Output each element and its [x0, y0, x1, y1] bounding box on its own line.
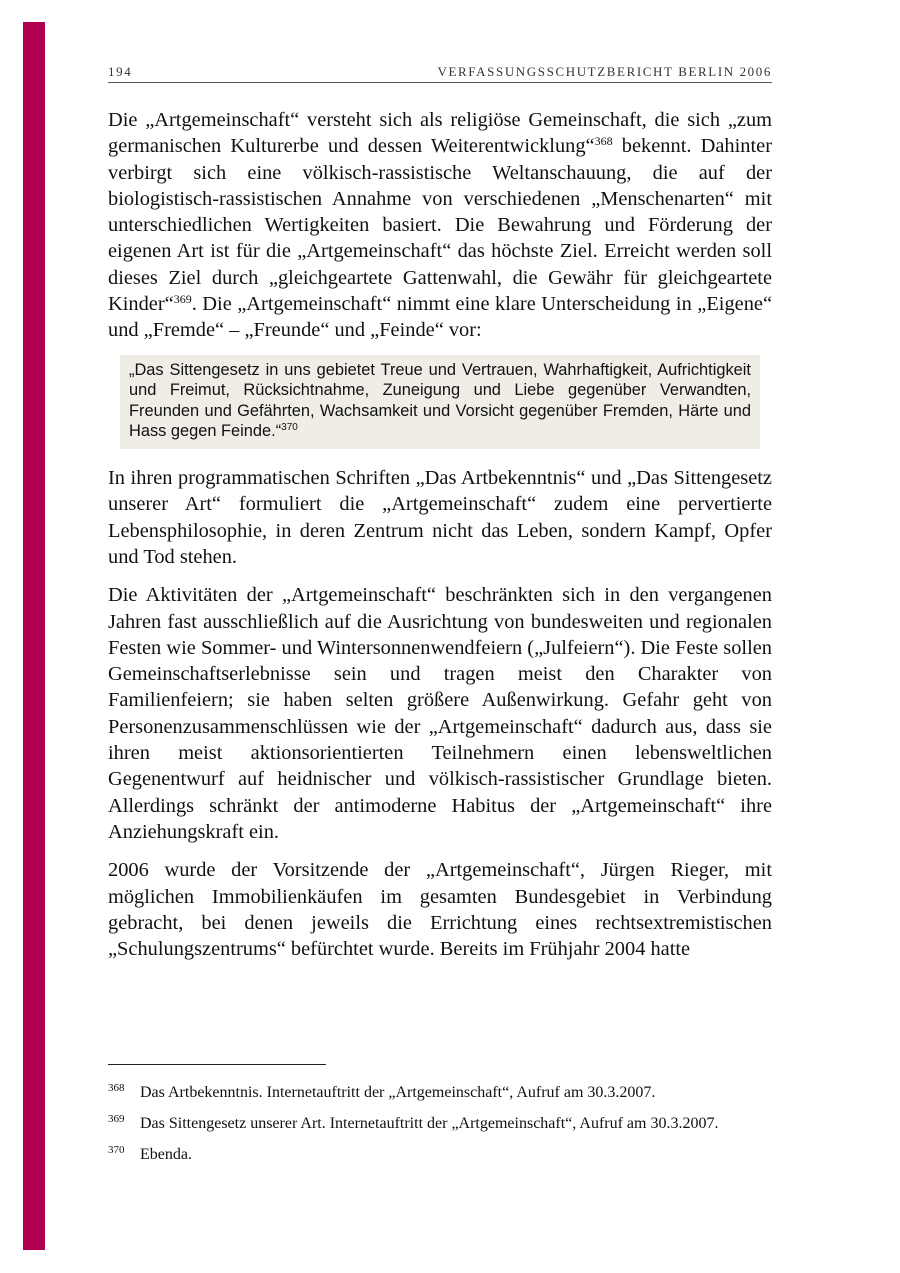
- quote-box: [120, 355, 760, 449]
- footnote-text: Das Artbekenntnis. Internetauftritt der „Artgemeinschaft“, Aufruf am 30.3.2007.: [140, 1084, 656, 1101]
- paragraph-3: Die Aktivitäten der „Artgemeinschaft“ beschränkten sich in den vergangenen Jahren fast ausschließlich auf die Ausrichtung von bundesweiten und regionalen Festen wie Sommer- und Wintersonnenwendfeiern („Julfeiern“). Die Feste sollen Gemeinschaftserlebnisse sein und tragen meist den Charakter von Familienfeiern; sie haben selten größere Außenwirkung. Gefahr geht von Personenzusammenschlüssen wie der „Artgemeinschaft“ dadurch aus, dass sie ihren meist aktionsorientierten Teilnehmern einen lebensweltlichen Gegenentwurf auf heidnischer und völkisch-rassistischer Grundlage bieten. Allerdings schränkt der antimoderne Habitus der „Artgemeinschaft“ ihre Anziehungskraft ein.: [108, 584, 772, 843]
- footnote-369: [108, 1113, 772, 1134]
- footnote-text: Das Sittengesetz unserer Art. Internetauftritt der „Artgemeinschaft“, Aufruf am 30.3.2007.: [140, 1115, 719, 1132]
- footnote-number: 368: [108, 1082, 125, 1094]
- footnote-number: 369: [108, 1113, 125, 1125]
- footnote-ref-368[interactable]: 368: [594, 134, 613, 149]
- page-header: [108, 62, 772, 83]
- sidebar-color-bar: [23, 22, 45, 1250]
- page-number: 194: [108, 64, 133, 79]
- paragraph-1-text-b: bekennt. Dahinter verbirgt sich eine völkisch-rassistische Weltanschauung, die auf der biologistisch-rassistischen Annahme von verschiedenen „Menschenarten“ mit unterschiedlichen Wertigkeiten basiert. Die Bewahrung und Förderung der eigenen Art ist für die „Artgemeinschaft“ das höchste Ziel. Erreicht werden soll dieses Ziel durch „gleichgeartete Gattenwahl, die Gewähr für gleichgeartete Kinder“: [108, 135, 772, 316]
- running-title: VERFASSUNGSSCHUTZBERICHT BERLIN 2006: [437, 64, 772, 79]
- paragraph-1-text-c: . Die „Artgemeinschaft“ nimmt eine klare Unterscheidung in „Eigene“ und „Fremde“ – „Freunde“ und „Feinde“ vor:: [108, 293, 772, 342]
- paragraph-1-text-a: Die „Artgemeinschaft“ versteht sich als religiöse Gemeinschaft, die sich „zum germanischen Kulturerbe und dessen Weiterentwicklung“: [108, 109, 772, 158]
- paragraph-4: 2006 wurde der Vorsitzende der „Artgemeinschaft“, Jürgen Rieger, mit möglichen Immobilienkäufen im gesamten Bundesgebiet in Verbindung gebracht, bei denen jeweils die Errichtung eines rechtsextremistischen „Schulungszentrums“ befürchtet wurde. Bereits im Frühjahr 2004 hatte: [108, 859, 772, 961]
- quote-text: [129, 360, 751, 442]
- footnote-ref-370[interactable]: 370: [281, 422, 298, 434]
- quote-body: „Das Sittengesetz in uns gebietet Treue und Vertrauen, Wahrhaftigkeit, Aufrichtigkeit und Freimut, Rücksichtnahme, Zuneigung und Liebe gegenüber Verwandten, Freunden und Gefährten, Wachsamkeit und Vorsicht gegenüber Fremden, Härte und Hass gegen Feinde.“: [129, 360, 751, 441]
- footnote-370: [108, 1144, 772, 1165]
- main-content: [108, 107, 772, 962]
- footnote-368: [108, 1082, 772, 1103]
- footnote-separator: [108, 1064, 326, 1065]
- footnote-text: Ebenda.: [140, 1146, 192, 1163]
- footnote-number: 370: [108, 1144, 125, 1156]
- paragraph-1: [108, 107, 772, 344]
- footnote-ref-369[interactable]: 369: [173, 292, 192, 307]
- paragraph-2: In ihren programmatischen Schriften „Das Artbekenntnis“ und „Das Sittengesetz unserer Art“ formuliert die „Artgemeinschaft“ zudem eine pervertierte Lebensphilosophie, in deren Zentrum nicht das Leben, sondern Kampf, Opfer und Tod stehen.: [108, 467, 772, 568]
- footnotes: [108, 1082, 772, 1175]
